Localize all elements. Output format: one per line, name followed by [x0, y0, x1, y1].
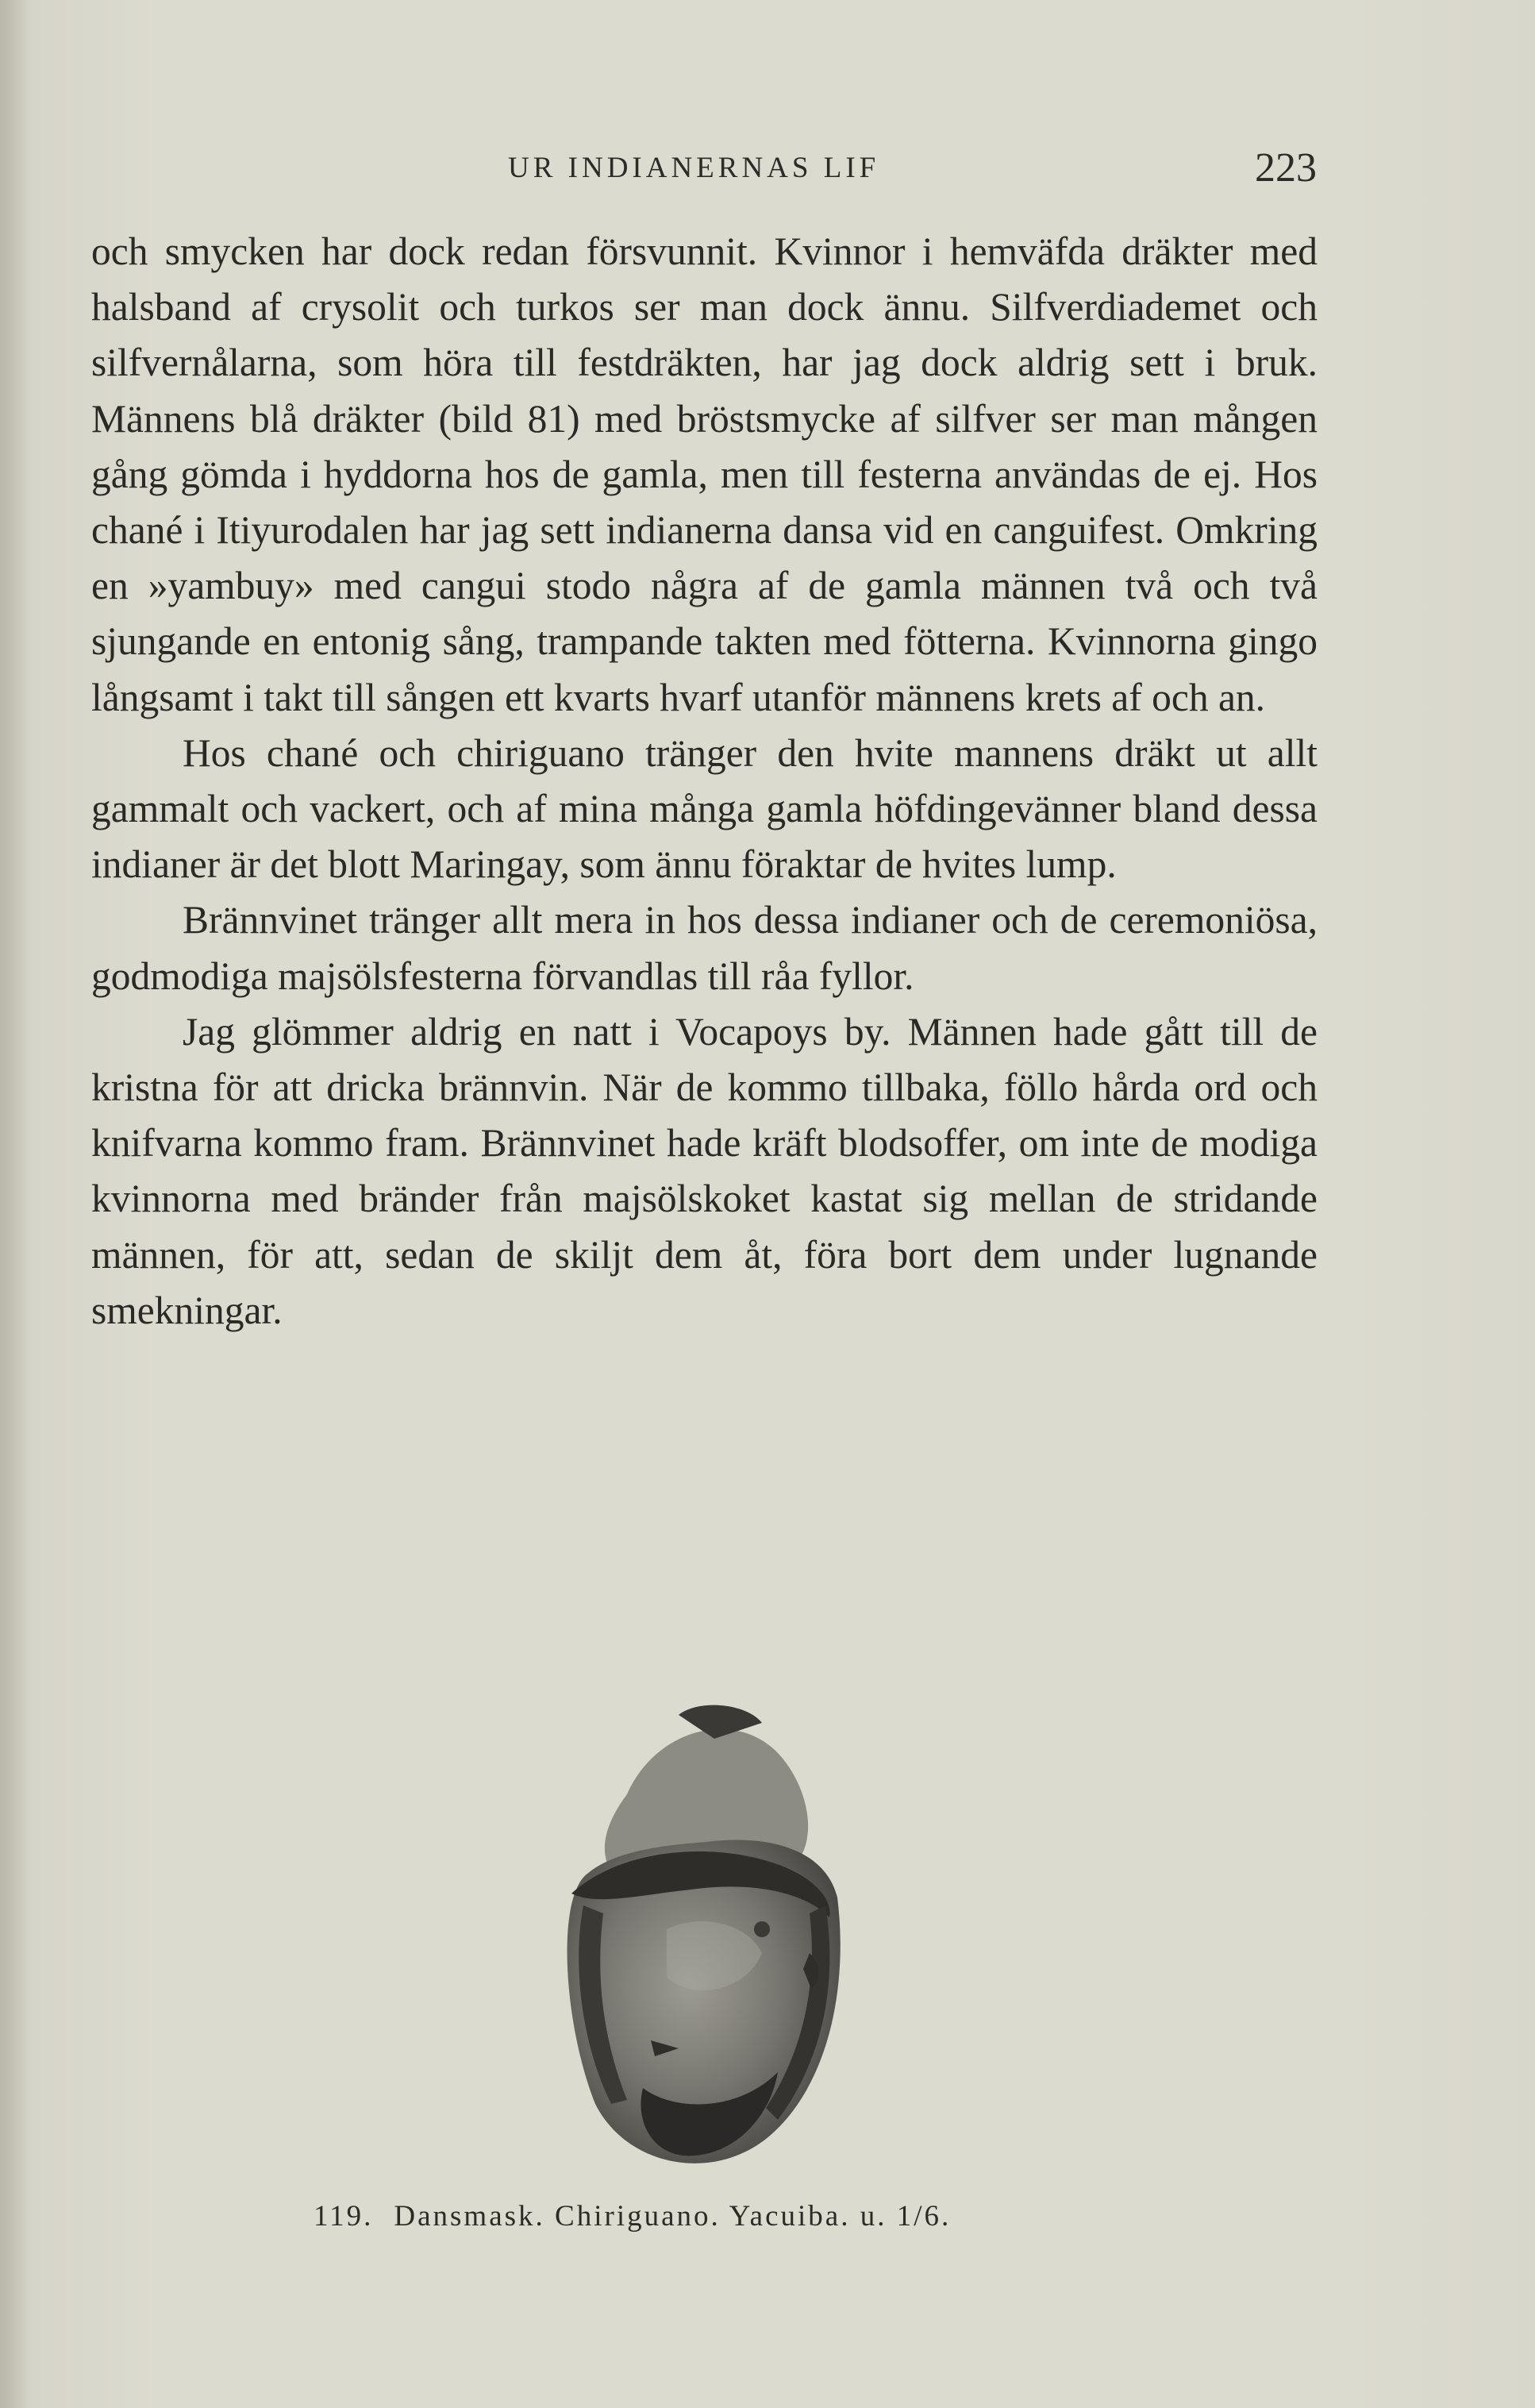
paragraph-2: Hos chané och chiriguano tränger den hvite mannens dräkt ut allt gammalt och vackert, och af mina många gamla höfdingevänner bland dessa indianer är det blott Maringay, som ännu föraktar de hvites lump.: [91, 730, 1318, 887]
page-number: 223: [1255, 145, 1317, 191]
dance-mask-figure: [508, 1691, 889, 2183]
paragraph-3: Brännvinet tränger allt mera in hos dessa indianer och de ceremoniösa, godmodiga majsölsfesterna förvandlas till råa fyllor.: [91, 898, 1318, 998]
body-text: [91, 224, 1318, 1339]
mask-mark: [754, 1921, 770, 1937]
paragraph-1: och smycken har dock redan försvunnit. Kvinnor i hemväfda dräkter med halsband af crysolit och turkos ser man dock ännu. Silfverdiademet och silfvernålarna, som höra till festdräkten, har jag dock aldrig sett i bruk. Männens blå dräkter (bild 81) med bröstsmycke af silfver ser man mången gång gömda i hyddorna hos de gamla, men till festerna användas de ej. Hos chané i Itiyurodalen har jag sett indianerna dansa vid en canguifest. Omkring en »yambuy» med cangui stodo några af de gamla männen två och två sjungande en entonig sång, trampande takten med fötterna. Kvinnorna gingo långsamt i takt till sången ett kvarts hvarf utanför männens krets af och an.: [91, 229, 1318, 719]
figure-number: 119.: [314, 2200, 374, 2233]
mask-hat-tip-shape: [679, 1705, 762, 1739]
running-head: UR INDIANERNAS LIF: [508, 152, 880, 184]
paragraph-4: Jag glömmer aldrig en natt i Vocapoys by. Männen hade gått till de kristna för att dricka brännvin. När de kommo tillbaka, föllo hårda ord och knifvarna kommo fram. Brännvinet hade kräft blodsoffer, om inte de modiga kvinnorna med bränder från majsölskoket kastat sig mellan de stridande männen, för att, sedan de skiljt dem åt, föra bort dem under lugnande smekningar.: [91, 1009, 1318, 1332]
dance-mask-illustration: [508, 1691, 889, 2183]
figure-caption: [314, 2199, 951, 2233]
figure-caption-text: Dansmask. Chiriguano. Yacuiba. u. 1/6.: [394, 2200, 952, 2233]
binding-shadow: [0, 0, 29, 2408]
